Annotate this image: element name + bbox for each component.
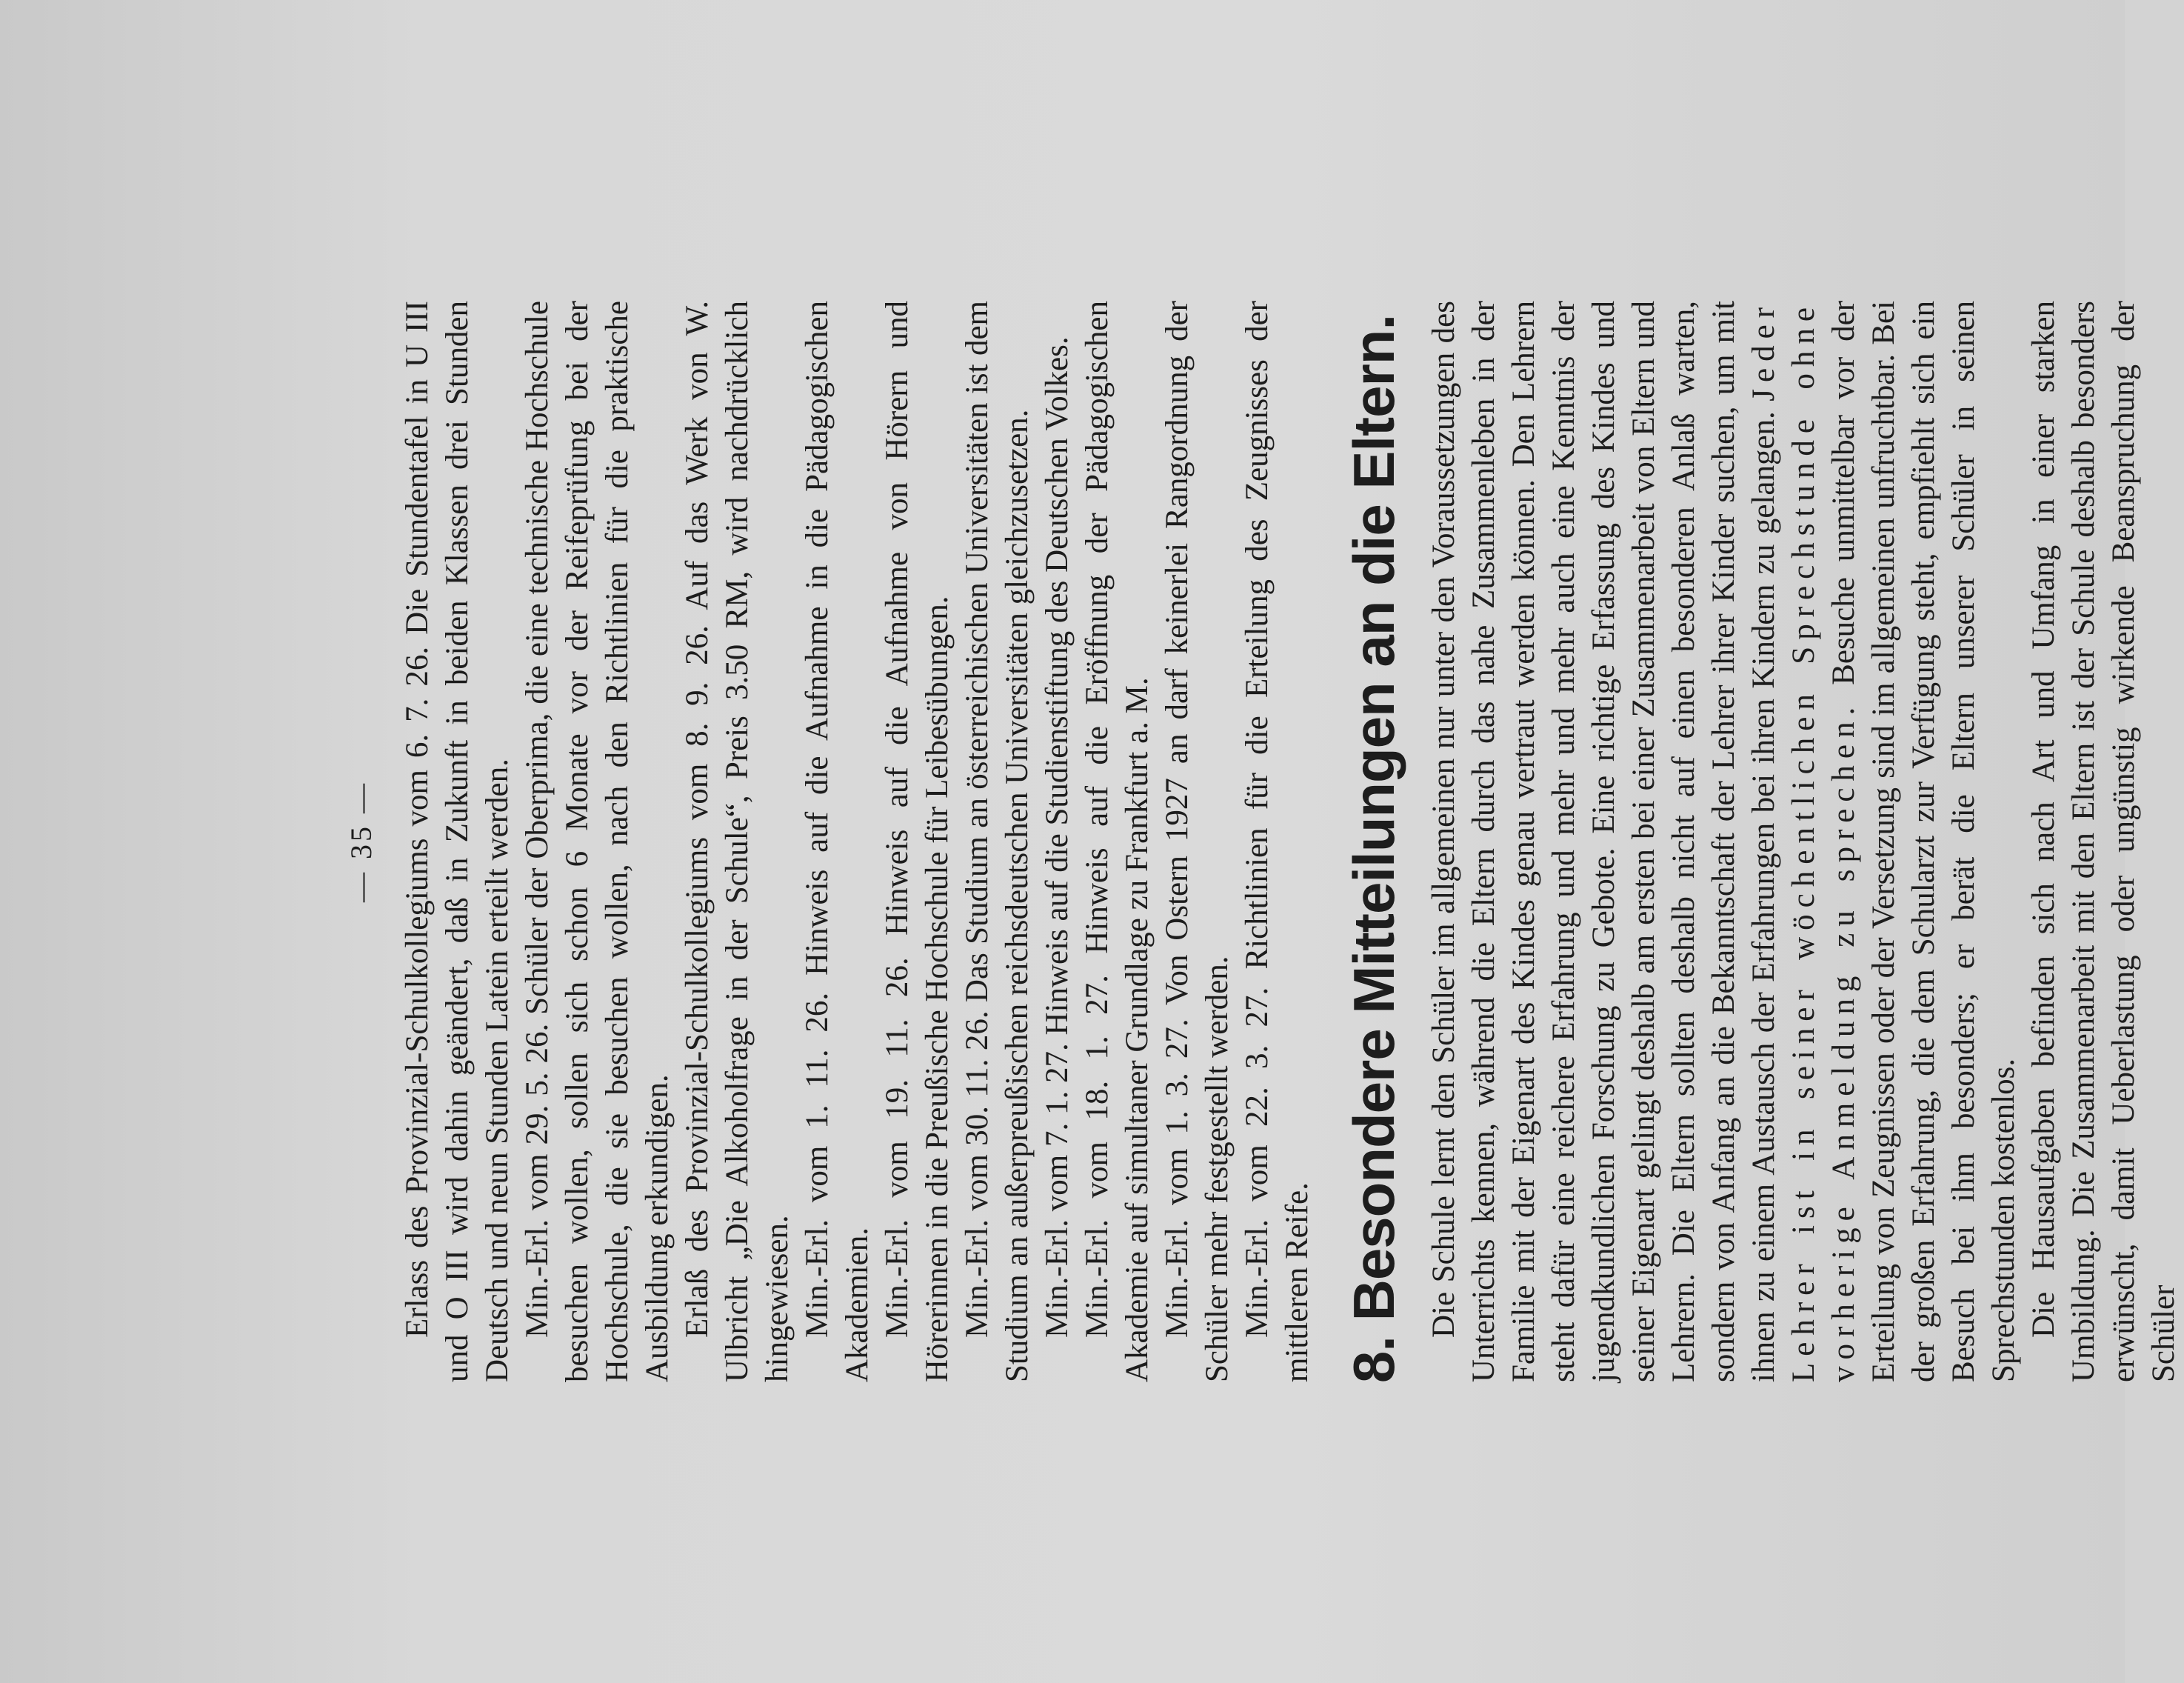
decree-paragraph-4: Min.-Erl. vom 1. 11. 26. Hinweis auf die Aufnahme in die Pädagogischen Akademien. [800, 301, 875, 1382]
consultation-notice: Jeder Lehrer ist in seiner wöchentlichen Sprechstunde ohne vorherige Anmeldung zu sprechen. [1746, 300, 1861, 1382]
section-heading: 8. Besondere Mitteilungen an die Eltern. [1341, 314, 1406, 1384]
decree-paragraph-2: Min.-Erl. vom 29. 5. 26. Schüler der Oberprima, die eine technische Hochschule besuchen wollen, sollen sich schon 6 Monate vor der Reifeprüfung bei der Hochschule, die sie besuchen wollen, nach den Richtlinien für die praktische Ausbildung erkundigen. [520, 301, 675, 1382]
parents-paragraph-1-text-b: Besuche unmittelbar vor der Erteilung von Zeugnissen oder der Versetzung sind im allgemeinen unfruchtbar. Bei der großen Erfahrung, die dem Schularzt zur Verfügung steht, empfiehlt sich ein Besuch bei ihm besonders; er berät die Eltern unserer Schüler in seinen Sprechstunden kostenlos. [1826, 300, 2021, 1382]
decree-paragraph-8: Min.-Erl. vom 18. 1. 27. Hinweis auf die Eröffnung der Pädagogischen Akademie auf simultaner Grundlage zu Frankfurt a. M. [1080, 301, 1155, 1382]
parents-paragraph-1 [1424, 301, 2024, 1382]
decree-paragraph-3: Erlaß des Provinzial-Schulkollegiums vom 8. 9. 26. Auf das Werk von W. Ulbricht „Die Alkoholfrage in der Schule“, Preis 3.50 RM, wird nachdrücklich hingewiesen. [680, 301, 795, 1382]
parents-paragraph-1-text-a: Die Schule lernt den Schüler im allgemeinen nur unter den Voraussetzungen des Unterrichts kennen, während die Eltern durch das nahe Zusammenleben in der Familie mit der Eigenart des Kindes genau vertraut werden können. Den Lehrern steht dafür eine reichere Erfahrung und mehr und mehr auch eine Kenntnis der jugendkundlichen Forschung zu Gebote. Eine richtige Erfassung des Kindes und seiner Eigenart gelingt deshalb am ersten bei einer Zusammenarbeit von Eltern und Lehrern. Die Eltern sollten deshalb nicht auf einen besonderen Anlaß warten, sondern von Anfang an die Bekanntschaft der Lehrer ihrer Kinder suchen, um mit ihnen zu einem Austausch der Erfahrungen bei ihren Kindern zu gelangen. [1426, 301, 1781, 1382]
decree-paragraph-7: Min.-Erl. vom 7. 1. 27. Hinweis auf die Studienstiftung des Deutschen Volkes. [1040, 336, 1075, 1338]
page-number: — 35 — [344, 781, 378, 902]
decree-paragraph-1: Erlass des Provinzial-Schulkollegiums vom 6. 7. 26. Die Stundentafel in U III und O III wird dahin geändert, daß in Zukunft in beiden Klassen drei Stunden Deutsch und neun Stunden Latein erteilt werden. [400, 301, 515, 1382]
decree-paragraph-10: Min.-Erl. vom 22. 3. 27. Richtlinien für die Erteilung des Zeugnisses der mittleren Reife. [1240, 301, 1315, 1382]
document-page [121, 175, 2181, 1508]
parents-paragraph-2: Die Hausaufgaben befinden sich nach Art und Umfang in einer starken Umbildung. Die Zusammenarbeit mit den Eltern ist der Schule deshalb besonders erwünscht, damit Ueberlastung oder ungünstig wirkende Beanspruchung der Schüler [2026, 301, 2181, 1382]
decree-paragraph-9: Min.-Erl. vom 1. 3. 27. Von Ostern 1927 an darf keinerlei Rangordnung der Schüler mehr festgestellt werden. [1160, 301, 1235, 1382]
decree-paragraph-5: Min.-Erl. vom 19. 11. 26. Hinweis auf die Aufnahme von Hörern und Hörerinnen in die Preußische Hochschule für Leibesübungen. [880, 301, 955, 1382]
decree-paragraph-6: Min.-Erl. vom 30. 11. 26. Das Studium an österreichischen Universitäten ist dem Studium an außerpreußischen reichsdeutschen Universitäten gleichzusetzen. [960, 301, 1035, 1382]
